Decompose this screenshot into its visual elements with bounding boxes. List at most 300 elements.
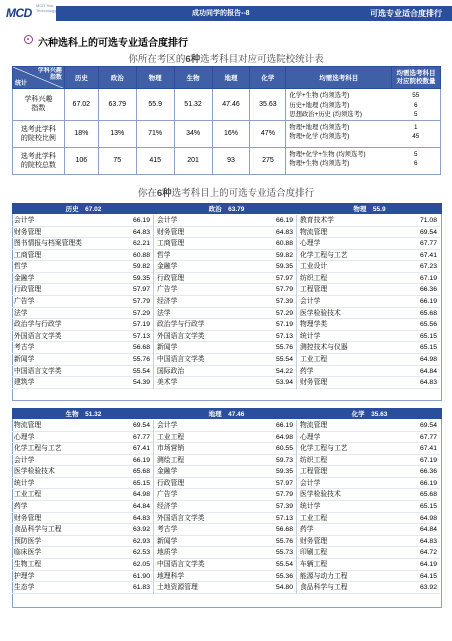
major-row <box>12 513 153 525</box>
major-column <box>298 420 440 594</box>
major-name: 物流管理 <box>14 422 42 429</box>
subject-header: 物理 <box>136 67 174 89</box>
major-score: 54.80 <box>275 584 293 592</box>
summary-value: 35.63 <box>250 89 286 121</box>
major-name: 物流管理 <box>300 228 328 236</box>
major-name: 中国语言文学类 <box>14 367 62 375</box>
summary-value: 415 <box>136 147 174 174</box>
major-score: 64.72 <box>419 549 437 557</box>
row-label: 选考此学科 的院校比例 <box>13 120 65 147</box>
major-row <box>298 432 440 444</box>
major-name: 工程管理 <box>300 286 328 294</box>
combo-list <box>286 89 392 121</box>
major-name: 法学 <box>14 309 28 317</box>
major-row <box>155 432 296 444</box>
summary-value: 275 <box>250 147 286 174</box>
combo-name: 物理+生物 (均须选考) <box>289 160 350 167</box>
major-score: 64.98 <box>419 355 437 363</box>
major-score: 57.97 <box>275 274 293 282</box>
major-name: 心理学 <box>14 433 35 441</box>
major-score: 66.19 <box>132 217 150 224</box>
major-row <box>12 559 153 571</box>
major-row <box>298 342 440 354</box>
block1-header <box>12 203 442 214</box>
major-name: 测控技术与仪器 <box>300 344 348 352</box>
major-row <box>155 238 296 250</box>
subject-header: 化学 <box>250 67 286 89</box>
major-column <box>12 420 154 594</box>
major-score: 69.54 <box>419 422 437 429</box>
major-score: 57.29 <box>132 309 150 317</box>
major-row <box>155 261 296 273</box>
major-score: 59.35 <box>132 274 150 282</box>
major-name: 医学检验技术 <box>14 468 55 476</box>
major-row <box>155 308 296 320</box>
major-row <box>298 547 440 559</box>
major-name: 工业工程 <box>157 433 185 441</box>
combo-name: 化学+生物 (均须选考) <box>289 92 350 99</box>
summary-value: 106 <box>64 147 98 174</box>
combo-count: 45 <box>412 133 420 140</box>
combo-count: 1 <box>414 123 418 131</box>
major-name: 考古学 <box>14 344 35 352</box>
major-score: 67.77 <box>419 433 437 441</box>
major-row <box>12 273 153 285</box>
major-name: 金融学 <box>14 274 35 282</box>
major-row <box>298 455 440 467</box>
major-score: 67.41 <box>132 445 150 453</box>
major-name: 医学检验技术 <box>300 309 341 317</box>
major-score: 57.97 <box>275 479 293 487</box>
major-score: 53.94 <box>275 379 293 387</box>
major-row <box>12 366 153 378</box>
major-column <box>155 215 297 389</box>
major-name: 生态学 <box>14 584 35 592</box>
major-name: 工业工程 <box>300 514 328 522</box>
block2-header <box>12 408 442 419</box>
major-row <box>12 342 153 354</box>
major-row <box>298 366 440 378</box>
major-score: 69.54 <box>419 228 437 236</box>
major-score: 65.15 <box>132 479 150 487</box>
major-row <box>155 215 296 227</box>
major-row <box>12 466 153 478</box>
major-name: 医学检验技术 <box>300 491 341 499</box>
summary-value: 67.02 <box>64 89 98 121</box>
major-score: 57.39 <box>275 298 293 306</box>
major-row <box>155 455 296 467</box>
major-score: 64.84 <box>419 526 437 534</box>
major-score: 55.36 <box>275 572 293 580</box>
major-name: 化学工程与工艺 <box>14 445 62 453</box>
subject-score-header: 地理 47.46 <box>208 411 245 418</box>
major-score: 55.54 <box>132 367 150 375</box>
major-row <box>155 331 296 343</box>
corner-header: 学科兴趣 指数 统计 <box>13 67 65 89</box>
major-score: 55.76 <box>275 537 293 545</box>
major-name: 中国语言文学类 <box>157 560 205 568</box>
major-score: 65.15 <box>419 332 437 340</box>
target-icon <box>24 35 33 44</box>
major-name: 统计学 <box>300 332 321 340</box>
major-row <box>298 227 440 239</box>
combo-header: 均需选考科目 <box>286 67 392 89</box>
major-row <box>12 443 153 455</box>
major-name: 行政管理 <box>157 274 185 282</box>
major-name: 食品科学与工程 <box>300 584 348 592</box>
major-score: 60.88 <box>275 240 293 248</box>
major-name: 新闻学 <box>157 344 178 352</box>
summary-value: 34% <box>174 120 212 147</box>
summary-row <box>13 120 441 147</box>
row-label: 学科兴趣 指数 <box>13 89 65 121</box>
major-row <box>155 420 296 432</box>
major-score: 64.98 <box>275 433 293 441</box>
major-name: 工商管理 <box>157 240 185 248</box>
major-score: 67.41 <box>419 445 437 453</box>
major-score: 66.19 <box>275 217 293 224</box>
major-row <box>12 420 153 432</box>
major-name: 食品科学与工程 <box>14 526 62 534</box>
major-row <box>155 547 296 559</box>
major-row <box>155 478 296 490</box>
combo-count: 5 <box>414 111 418 118</box>
summary-subtitle: 你所在考区的6种选考科目对应可选院校统计表 <box>128 54 324 65</box>
major-row <box>298 478 440 490</box>
major-score: 67.19 <box>419 274 437 282</box>
major-row <box>12 547 153 559</box>
major-name: 财务管理 <box>14 228 42 236</box>
major-row <box>155 377 296 389</box>
major-score: 57.79 <box>132 298 150 306</box>
summary-value: 13% <box>98 120 136 147</box>
major-row <box>12 261 153 273</box>
major-name: 哲学 <box>14 263 28 271</box>
major-score: 65.68 <box>419 309 437 317</box>
subject-header: 地理 <box>212 67 250 89</box>
major-score: 64.15 <box>419 572 437 580</box>
major-score: 63.92 <box>132 526 150 534</box>
major-score: 56.68 <box>132 344 150 352</box>
major-score: 56.68 <box>275 526 293 534</box>
major-name: 新闻学 <box>157 537 178 545</box>
major-name: 会计学 <box>157 422 178 429</box>
major-name: 广告学 <box>14 298 35 306</box>
combo-name: 物理+地理 (均须选考) <box>289 123 350 131</box>
major-row <box>155 273 296 285</box>
combo-list <box>286 120 392 147</box>
major-name: 会计学 <box>14 456 35 464</box>
major-row <box>12 354 153 366</box>
major-score: 66.36 <box>419 286 437 294</box>
subject-header: 政治 <box>98 67 136 89</box>
major-row <box>155 466 296 478</box>
major-score: 65.15 <box>419 344 437 352</box>
major-score: 67.23 <box>419 263 437 271</box>
major-score: 67.77 <box>419 240 437 248</box>
major-score: 57.13 <box>275 514 293 522</box>
major-name: 行政管理 <box>14 286 42 294</box>
major-row <box>298 571 440 583</box>
major-name: 广告学 <box>157 286 178 294</box>
subject-score-header: 物理 55.9 <box>353 206 386 213</box>
major-row <box>12 331 153 343</box>
major-name: 财务管理 <box>300 537 328 545</box>
major-name: 物理学类 <box>300 321 328 329</box>
combo-count-list <box>392 89 441 121</box>
major-row <box>298 536 440 548</box>
major-row <box>12 227 153 239</box>
major-row <box>298 524 440 536</box>
major-row <box>155 559 296 571</box>
major-row <box>12 432 153 444</box>
major-name: 统计学 <box>300 503 321 511</box>
summary-value: 71% <box>136 120 174 147</box>
major-name: 药学 <box>300 526 314 534</box>
major-score: 57.19 <box>132 321 150 329</box>
major-name: 心理学 <box>300 240 321 248</box>
major-row <box>12 284 153 296</box>
major-score: 65.68 <box>419 491 437 499</box>
major-row <box>12 455 153 467</box>
major-row <box>12 250 153 262</box>
major-name: 纺织工程 <box>300 274 328 282</box>
major-column <box>298 215 440 389</box>
major-row <box>12 308 153 320</box>
major-row <box>298 319 440 331</box>
summary-value: 63.79 <box>98 89 136 121</box>
major-row <box>298 250 440 262</box>
major-score: 64.98 <box>419 514 437 522</box>
major-name: 外国语言文学类 <box>14 332 62 340</box>
major-row <box>155 342 296 354</box>
major-score: 64.98 <box>132 491 150 499</box>
combo-count: 6 <box>414 101 418 109</box>
major-score: 66.36 <box>419 468 437 476</box>
major-column <box>12 215 154 389</box>
subject-header: 历史 <box>64 67 98 89</box>
major-score: 66.19 <box>275 422 293 429</box>
major-row <box>155 524 296 536</box>
major-name: 哲学 <box>157 251 171 259</box>
major-row <box>12 536 153 548</box>
major-row <box>12 377 153 389</box>
majors-subtitle: 你在6种选考科目上的可选专业适合度排行 <box>137 188 315 199</box>
summary-value: 16% <box>212 120 250 147</box>
major-score: 64.83 <box>419 537 437 545</box>
major-score: 64.19 <box>419 560 437 568</box>
major-name: 图书情报与档案管理类 <box>14 240 82 248</box>
major-score: 64.83 <box>132 514 150 522</box>
major-row <box>298 501 440 513</box>
major-name: 考古学 <box>157 526 178 534</box>
major-row <box>12 501 153 513</box>
major-score: 59.35 <box>275 263 293 271</box>
major-row <box>12 238 153 250</box>
major-name: 新闻学 <box>14 355 35 363</box>
summary-value: 75 <box>98 147 136 174</box>
major-name: 预防医学 <box>14 537 42 545</box>
major-row <box>298 443 440 455</box>
major-score: 66.19 <box>419 298 437 306</box>
major-score: 57.29 <box>275 309 293 317</box>
major-name: 药学 <box>14 503 28 511</box>
major-score: 64.84 <box>419 367 437 375</box>
major-row <box>298 261 440 273</box>
major-name: 经济学 <box>157 503 178 511</box>
major-score: 55.54 <box>275 560 293 568</box>
major-row <box>12 571 153 583</box>
major-name: 土地资源管理 <box>157 584 198 592</box>
major-row <box>155 296 296 308</box>
major-row <box>155 582 296 594</box>
major-score: 55.54 <box>275 355 293 363</box>
major-row <box>298 238 440 250</box>
major-name: 美术学 <box>157 379 178 387</box>
combo-name: 思想政治+历史 (均须选考) <box>289 111 362 118</box>
major-score: 66.19 <box>419 479 437 487</box>
major-score: 55.76 <box>132 355 150 363</box>
major-row <box>12 478 153 490</box>
combo-count: 6 <box>414 160 418 167</box>
major-score: 71.08 <box>419 217 437 224</box>
major-score: 67.19 <box>419 456 437 464</box>
major-row <box>298 420 440 432</box>
major-score: 66.19 <box>132 456 150 464</box>
major-score: 57.79 <box>275 491 293 499</box>
major-score: 55.76 <box>275 344 293 352</box>
major-score: 61.90 <box>132 572 150 580</box>
major-name: 财务管理 <box>157 228 185 236</box>
major-name: 法学 <box>157 309 171 317</box>
major-score: 62.21 <box>132 240 150 248</box>
summary-value: 51.32 <box>174 89 212 121</box>
major-row <box>155 354 296 366</box>
major-row <box>298 377 440 389</box>
subject-score-header: 政治 63.79 <box>208 206 245 213</box>
major-name: 能源与动力工程 <box>300 572 348 580</box>
major-name: 临床医学 <box>14 549 42 557</box>
major-name: 会计学 <box>14 217 35 224</box>
major-score: 54.39 <box>132 379 150 387</box>
major-row <box>298 559 440 571</box>
major-name: 金融学 <box>157 468 178 476</box>
major-name: 统计学 <box>14 479 35 487</box>
major-name: 建筑学 <box>14 379 35 387</box>
major-name: 市场营销 <box>157 445 185 453</box>
major-name: 工商管理 <box>14 251 42 259</box>
combo-name: 历史+地理 (均须选考) <box>289 101 350 109</box>
major-row <box>298 489 440 501</box>
major-score: 57.39 <box>275 503 293 511</box>
combo-count-list <box>392 120 441 147</box>
major-name: 广告学 <box>157 491 178 499</box>
major-name: 车辆工程 <box>300 560 328 568</box>
major-name: 财务管理 <box>14 514 42 522</box>
major-name: 纺织工程 <box>300 456 328 464</box>
major-row <box>155 489 296 501</box>
summary-value: 93 <box>212 147 250 174</box>
major-score: 59.35 <box>275 468 293 476</box>
major-score: 67.41 <box>419 251 437 259</box>
major-score: 64.83 <box>419 379 437 387</box>
major-name: 财务管理 <box>300 379 328 387</box>
major-row <box>12 319 153 331</box>
major-row <box>155 284 296 296</box>
major-score: 61.83 <box>132 584 150 592</box>
major-score: 59.82 <box>132 263 150 271</box>
combo-list <box>286 147 392 174</box>
major-score: 63.92 <box>419 584 437 592</box>
major-score: 60.55 <box>275 445 293 453</box>
major-score: 57.97 <box>132 286 150 294</box>
major-row <box>155 443 296 455</box>
major-score: 65.15 <box>419 503 437 511</box>
major-name: 药学 <box>300 367 314 375</box>
major-name: 经济学 <box>157 298 178 306</box>
major-score: 60.88 <box>132 251 150 259</box>
major-name: 生物工程 <box>14 560 42 568</box>
subject-header: 生物 <box>174 67 212 89</box>
major-row <box>12 489 153 501</box>
major-name: 中国语言文学类 <box>157 355 205 363</box>
major-name: 心理学 <box>300 433 321 441</box>
major-score: 62.53 <box>132 549 150 557</box>
row-label: 选考此学科 的院校总数 <box>13 147 65 174</box>
major-row <box>12 524 153 536</box>
major-name: 护理学 <box>14 572 35 580</box>
major-name: 印刷工程 <box>300 549 328 557</box>
major-score: 64.84 <box>132 503 150 511</box>
major-name: 教育技术学 <box>300 217 334 224</box>
major-name: 物流管理 <box>300 422 328 429</box>
major-row <box>298 296 440 308</box>
major-name: 外国语言文学类 <box>157 332 205 340</box>
section-title: 可选专业适合度排行 <box>370 9 442 18</box>
subject-score-header: 生物 51.32 <box>65 411 102 418</box>
major-name: 政治学与行政学 <box>157 321 205 329</box>
major-score: 65.68 <box>132 468 150 476</box>
major-score: 59.82 <box>275 251 293 259</box>
major-name: 金融学 <box>157 263 178 271</box>
major-score: 67.77 <box>132 433 150 441</box>
report-title: 成功同学的报告--8 <box>192 10 250 17</box>
major-name: 政治学与行政学 <box>14 321 62 329</box>
major-row <box>12 296 153 308</box>
major-score: 57.19 <box>275 321 293 329</box>
major-row <box>298 308 440 320</box>
major-name: 化学工程与工艺 <box>300 445 348 453</box>
major-name: 行政管理 <box>157 479 185 487</box>
major-row <box>12 215 153 227</box>
major-score: 64.83 <box>275 228 293 236</box>
page-header <box>0 0 452 26</box>
major-row <box>155 571 296 583</box>
major-name: 测绘工程 <box>157 456 185 464</box>
major-row <box>155 366 296 378</box>
summary-value: 201 <box>174 147 212 174</box>
combo-count-list <box>392 147 441 174</box>
major-row <box>12 582 153 594</box>
major-row <box>298 331 440 343</box>
major-name: 国际政治 <box>157 367 185 375</box>
combo-count: 5 <box>414 150 418 158</box>
mcd-logo: MCD MCD Test Technology <box>6 3 57 20</box>
summary-value: 47% <box>250 120 286 147</box>
combo-name: 物理+化学+生物 (均须选考) <box>289 150 366 158</box>
major-row <box>298 582 440 594</box>
major-name: 工业设计 <box>300 263 328 271</box>
